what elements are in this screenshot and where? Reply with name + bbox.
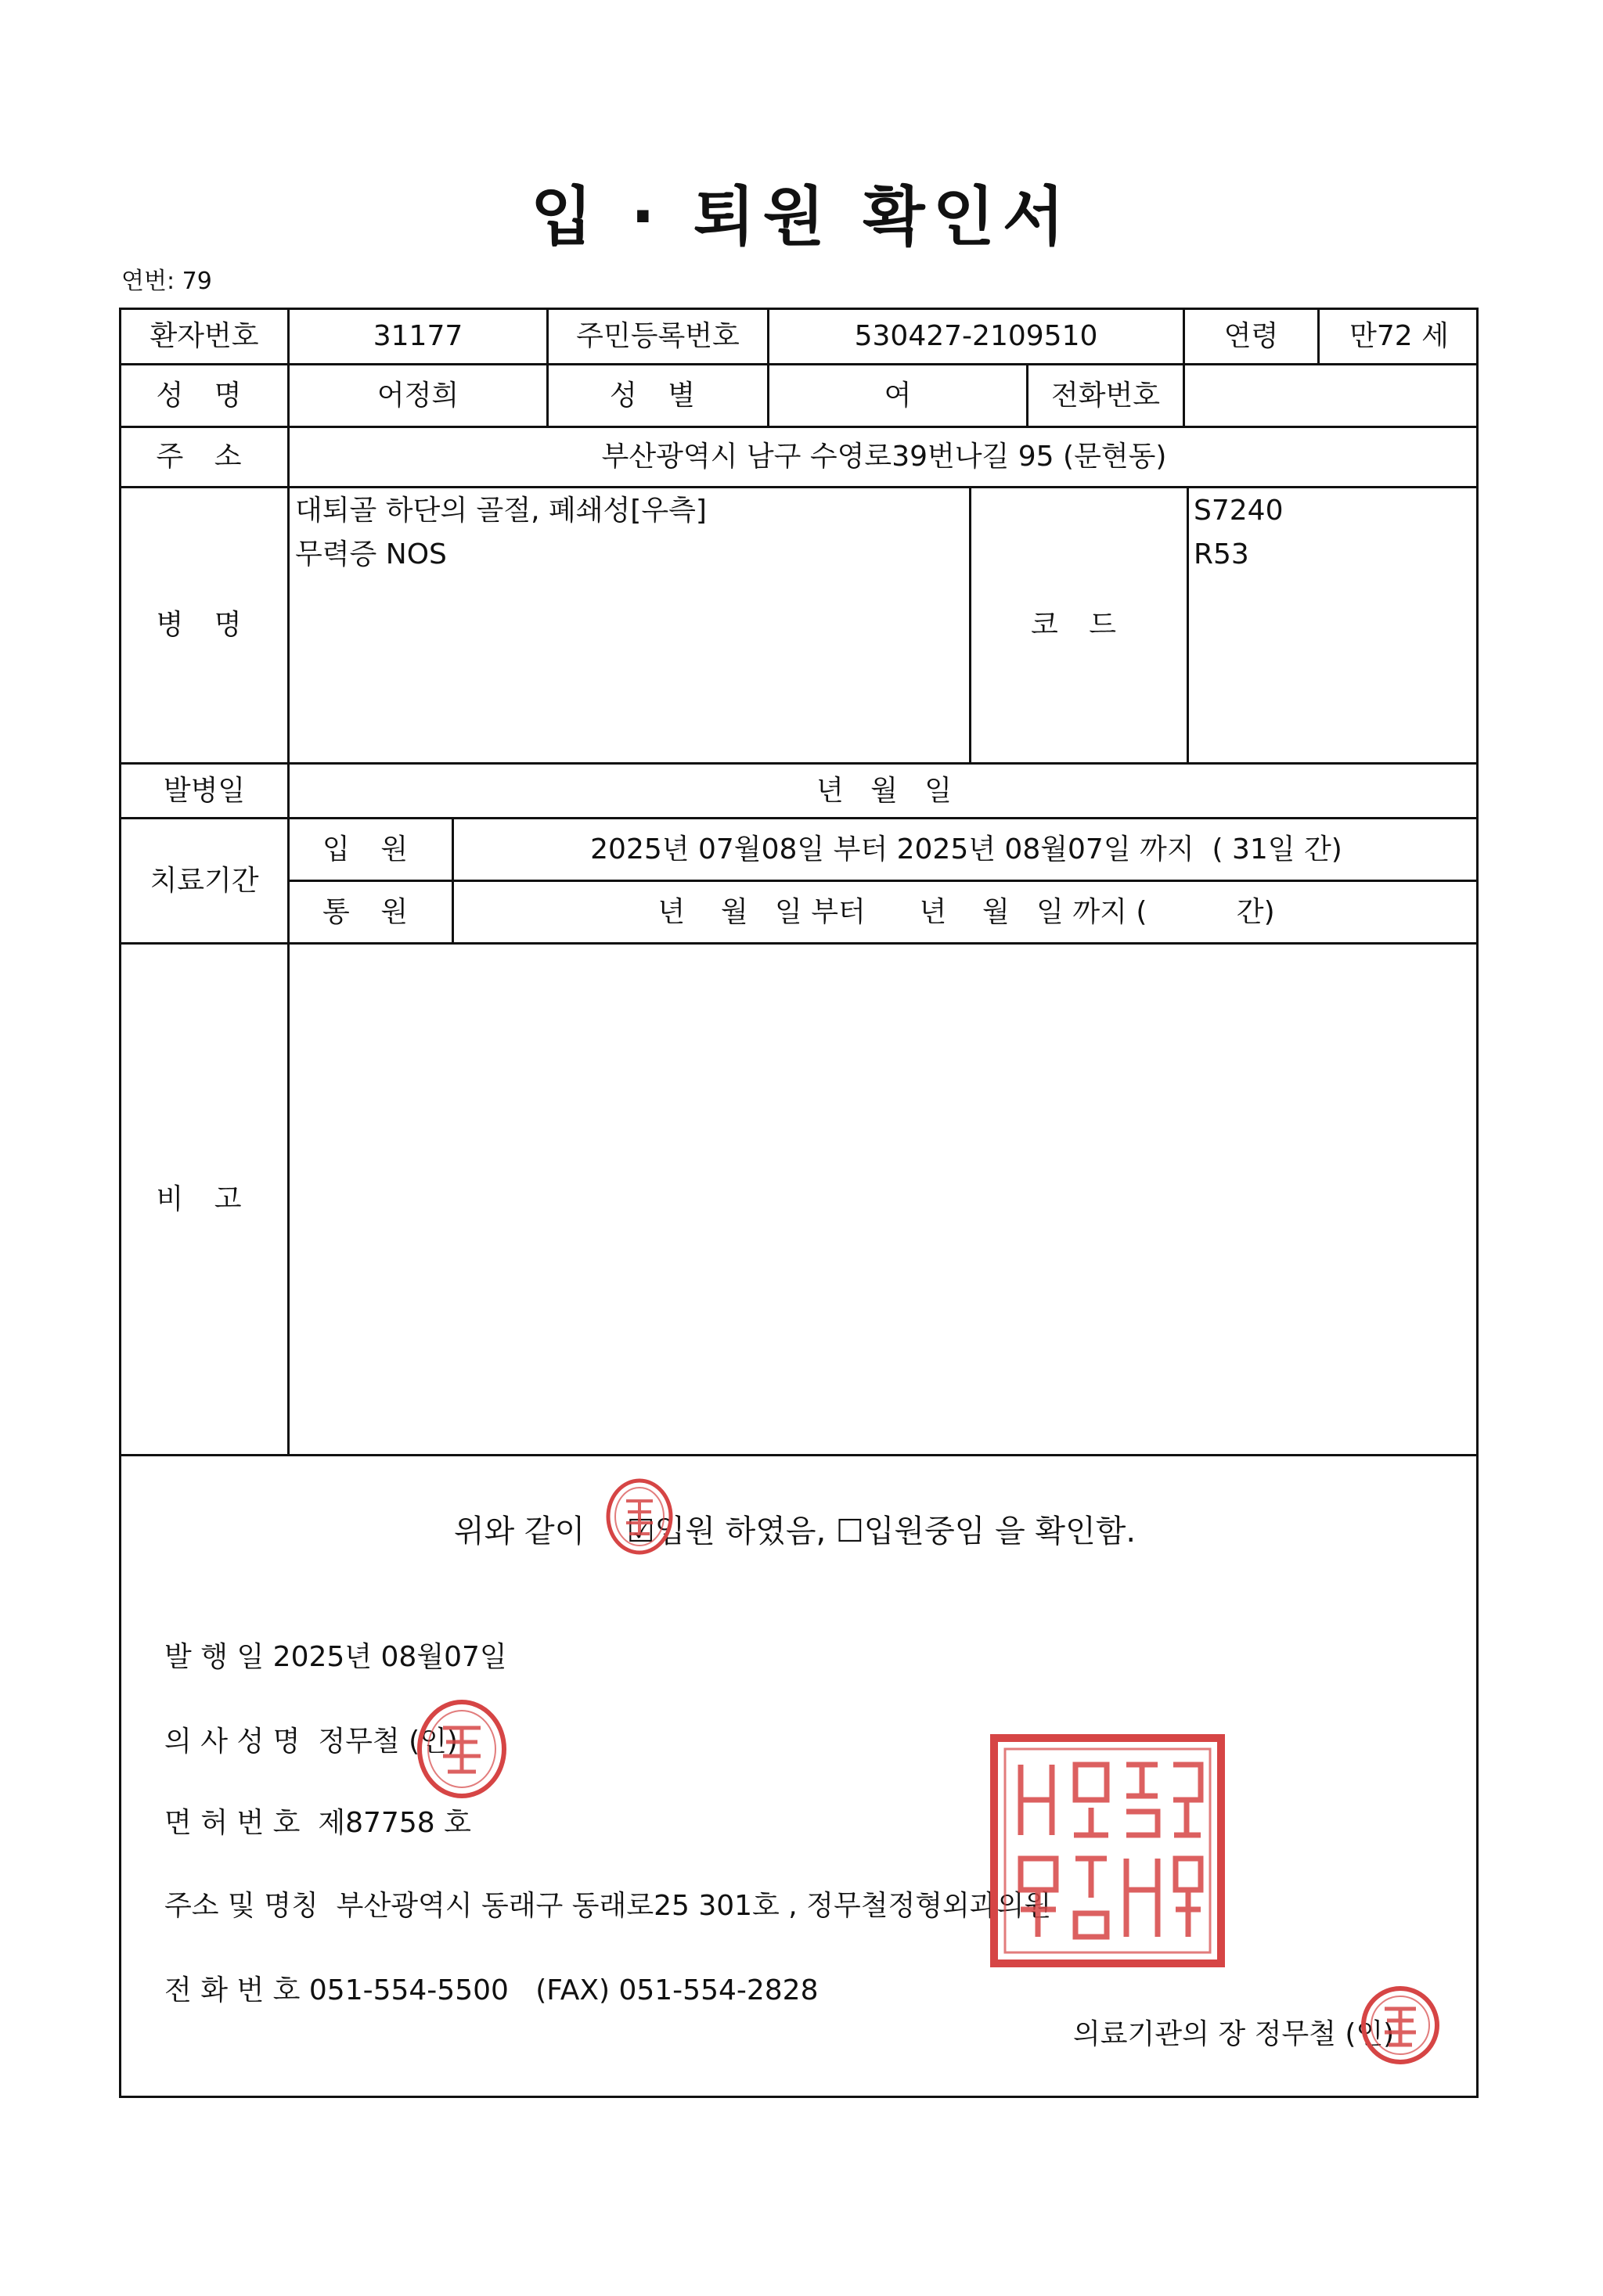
license-label: 면 허 번 호 xyxy=(164,1807,301,1839)
form-frame xyxy=(119,308,1479,2098)
head-value: 정무철 xyxy=(1254,2018,1336,2050)
outpatient-period: 년 월 일 부터 년 월 일 까지 ( 간) xyxy=(657,895,1275,928)
option-admitted: ☑입원 하였음, xyxy=(626,1513,827,1549)
diagnosis-code-1: S7240 xyxy=(1194,495,1284,527)
code-label: 코 드 xyxy=(1031,609,1127,641)
age-label: 연령 xyxy=(1223,320,1279,352)
inpatient-label: 입 원 xyxy=(322,833,419,865)
address-value: 부산광역시 남구 수영로39번나길 95 (문현동) xyxy=(601,441,1167,473)
head-label: 의료기관의 장 xyxy=(1073,2018,1246,2050)
serial-number: 연번: 79 xyxy=(121,268,212,295)
diagnosis-label: 병 명 xyxy=(156,609,253,641)
rrn-label: 주민등록번호 xyxy=(576,320,740,352)
remarks-value xyxy=(290,945,1479,1454)
doctor-line xyxy=(164,1723,458,1761)
clinic-phone-label: 전 화 번 호 xyxy=(164,1974,301,2006)
license-line xyxy=(164,1805,471,1842)
outpatient-label: 통 원 xyxy=(322,895,419,928)
issue-date-line xyxy=(164,1639,507,1676)
personal-seal-head xyxy=(1359,1984,1442,2067)
age-value: 만72 세 xyxy=(1349,320,1449,352)
diagnosis-code-2: R53 xyxy=(1194,538,1249,570)
clinic-address-line xyxy=(164,1888,1051,1925)
personal-seal-confirmation xyxy=(604,1477,675,1556)
patient-id-label: 환자번호 xyxy=(149,320,259,352)
inpatient-period: 2025년 07월08일 부터 2025년 08월07일 까지 ( 31일 간) xyxy=(590,833,1342,865)
clinic-phone-line xyxy=(164,1972,819,2010)
treatment-label: 치료기간 xyxy=(149,864,259,897)
phone-value xyxy=(1185,365,1479,426)
diagnosis-name-1: 대퇴골 하단의 골절, 폐쇄성[우측] xyxy=(295,495,707,527)
clinic-official-seal xyxy=(989,1733,1226,1968)
doctor-seal-mark: (인) xyxy=(409,1726,458,1758)
option-inpatient: ☐입원중임 을 확인함. xyxy=(835,1513,1137,1549)
diagnosis-names xyxy=(295,489,707,577)
sex-label: 성 별 xyxy=(610,379,706,412)
diagnosis-name-2: 무력증 NOS xyxy=(295,538,447,570)
remarks-label: 비 고 xyxy=(156,1182,253,1215)
issue-date-value: 2025년 08월07일 xyxy=(272,1641,507,1673)
clinic-phone-value: 051-554-5500 (FAX) 051-554-2828 xyxy=(308,1974,819,2006)
onset-label: 발병일 xyxy=(163,774,246,807)
confirmation-prefix: 위와 같이 xyxy=(454,1513,585,1549)
head-line xyxy=(1073,2016,1394,2053)
rrn-value: 530427-2109510 xyxy=(854,320,1098,352)
issue-date-label: 발 행 일 xyxy=(164,1641,265,1673)
onset-value: 년 월 일 xyxy=(816,774,952,807)
doctor-value: 정무철 xyxy=(318,1726,400,1758)
clinic-address-value: 부산광역시 동래구 동래로25 301호 , 정무철정형외과의원 xyxy=(336,1890,1052,1922)
personal-seal-doctor xyxy=(415,1698,509,1800)
head-seal-mark: (인) xyxy=(1345,2018,1395,2050)
name-label: 성 명 xyxy=(156,379,253,412)
address-label: 주 소 xyxy=(156,441,253,473)
patient-id-value: 31177 xyxy=(373,320,463,352)
name-value: 어정희 xyxy=(376,379,459,412)
document-title: 입 · 퇴원 확인서 xyxy=(530,180,1073,254)
sex-value: 여 xyxy=(884,379,912,412)
diagnosis-codes xyxy=(1194,489,1283,577)
doctor-label: 의 사 성 명 xyxy=(164,1726,301,1758)
phone-label: 전화번호 xyxy=(1050,379,1161,412)
license-value: 제87758 호 xyxy=(318,1807,471,1839)
confirmation-sentence xyxy=(454,1513,1136,1550)
clinic-address-label: 주소 및 명칭 xyxy=(164,1890,319,1922)
